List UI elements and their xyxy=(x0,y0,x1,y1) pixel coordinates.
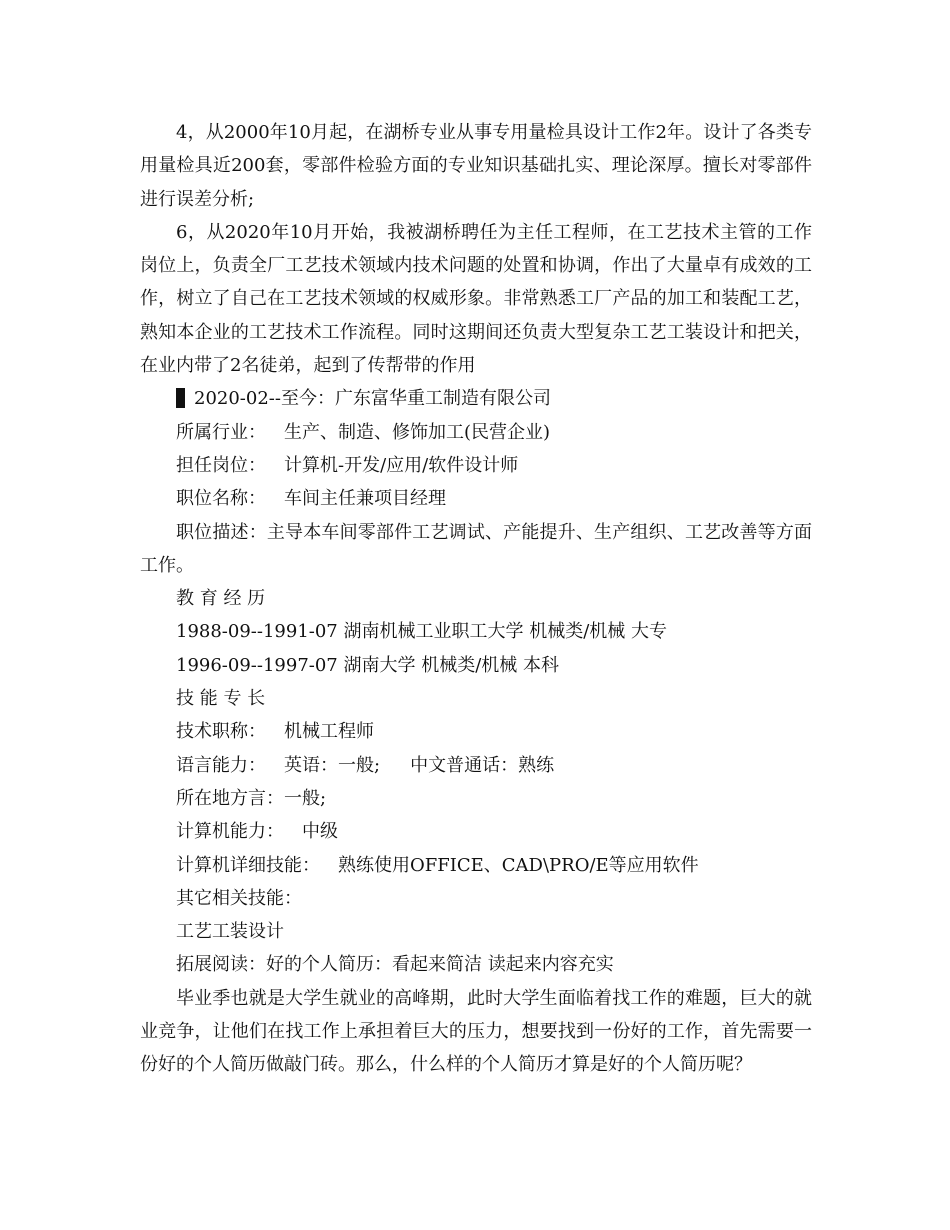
computer-label: 计算机能力： xyxy=(176,821,284,843)
language-label: 语言能力： xyxy=(176,754,266,776)
other-skills-value: 工艺工装设计 xyxy=(176,921,284,943)
english-level: 英语：一般; xyxy=(284,754,381,776)
tech-title-value: 机械工程师 xyxy=(284,721,374,743)
job-period-company: 2020-02--至今：广东富华重工制造有限公司 xyxy=(194,388,551,410)
dialect-line: 所在地方言：一般; xyxy=(176,787,327,809)
bullet-block-icon xyxy=(176,388,185,408)
tech-title-label: 技术职称： xyxy=(176,721,266,743)
computer-detail-line xyxy=(140,849,812,882)
skills-heading: 技 能 专 长 xyxy=(176,688,266,710)
industry-label: 所属行业： xyxy=(176,421,266,443)
industry-line xyxy=(140,416,812,449)
extended-reading-title: 拓展阅读：好的个人简历：看起来简洁 读起来内容充实 xyxy=(176,954,614,976)
language-line xyxy=(140,749,812,782)
post-label: 担任岗位： xyxy=(176,454,266,476)
education-entry: 1988-09--1991-07 湖南机械工业职工大学 机械类/机械 大专 xyxy=(176,621,667,643)
experience-item-6: 6，从2020年10月开始，我被湖桥聘任为主任工程师，在工艺技术主管的工作岗位上，负责全厂工艺技术领域内技术问题的处置和协调，作出了大量卓有成效的工作，树立了自己在工艺技术领域的权威形象。非常熟悉工厂产品的加工和装配工艺，熟知本企业的工艺技术工作流程。同时这期间还负责大型复杂工艺工装设计和把关，在业内带了2名徒弟，起到了传帮带的作用 xyxy=(140,221,812,377)
tech-title-line xyxy=(140,715,812,748)
experience-item-4: 4，从2000年10月起，在湖桥专业从事专用量检具设计工作2年。设计了各类专用量检具近200套，零部件检验方面的专业知识基础扎实、理论深厚。擅长对零部件进行误差分析; xyxy=(140,122,812,210)
post-value: 计算机-开发/应用/软件设计师 xyxy=(284,454,519,476)
title-value: 车间主任兼项目经理 xyxy=(284,488,446,510)
education-entry: 1996-09--1997-07 湖南大学 机械类/机械 本科 xyxy=(176,654,559,676)
job-description: 职位描述：主导本车间零部件工艺调试、产能提升、生产组织、工艺改善等方面工作。 xyxy=(140,521,812,576)
mandarin-level: 中文普通话：熟练 xyxy=(410,754,555,776)
extended-reading-paragraph: 毕业季也就是大学生就业的高峰期，此时大学生面临着找工作的难题，巨大的就业竞争，让他们在找工作上承担着巨大的压力，想要找到一份好的工作，首先需要一份好的个人简历做敲门砖。那么，什么样的个人简历才算是好的个人简历呢？ xyxy=(140,987,812,1076)
title-line xyxy=(140,482,812,515)
industry-value: 生产、制造、修饰加工(民营企业) xyxy=(284,421,551,443)
other-skills-label: 其它相关技能： xyxy=(176,887,302,909)
computer-detail-value: 熟练使用OFFICE、CAD\PRO/E等应用软件 xyxy=(338,854,699,876)
computer-detail-label: 计算机详细技能： xyxy=(176,854,320,876)
title-label: 职位名称： xyxy=(176,488,266,510)
resume-content xyxy=(140,116,812,1082)
education-heading: 教 育 经 历 xyxy=(176,588,266,610)
computer-line xyxy=(140,815,812,848)
computer-value: 中级 xyxy=(302,821,338,843)
post-line xyxy=(140,449,812,482)
job-period-line xyxy=(140,382,812,415)
